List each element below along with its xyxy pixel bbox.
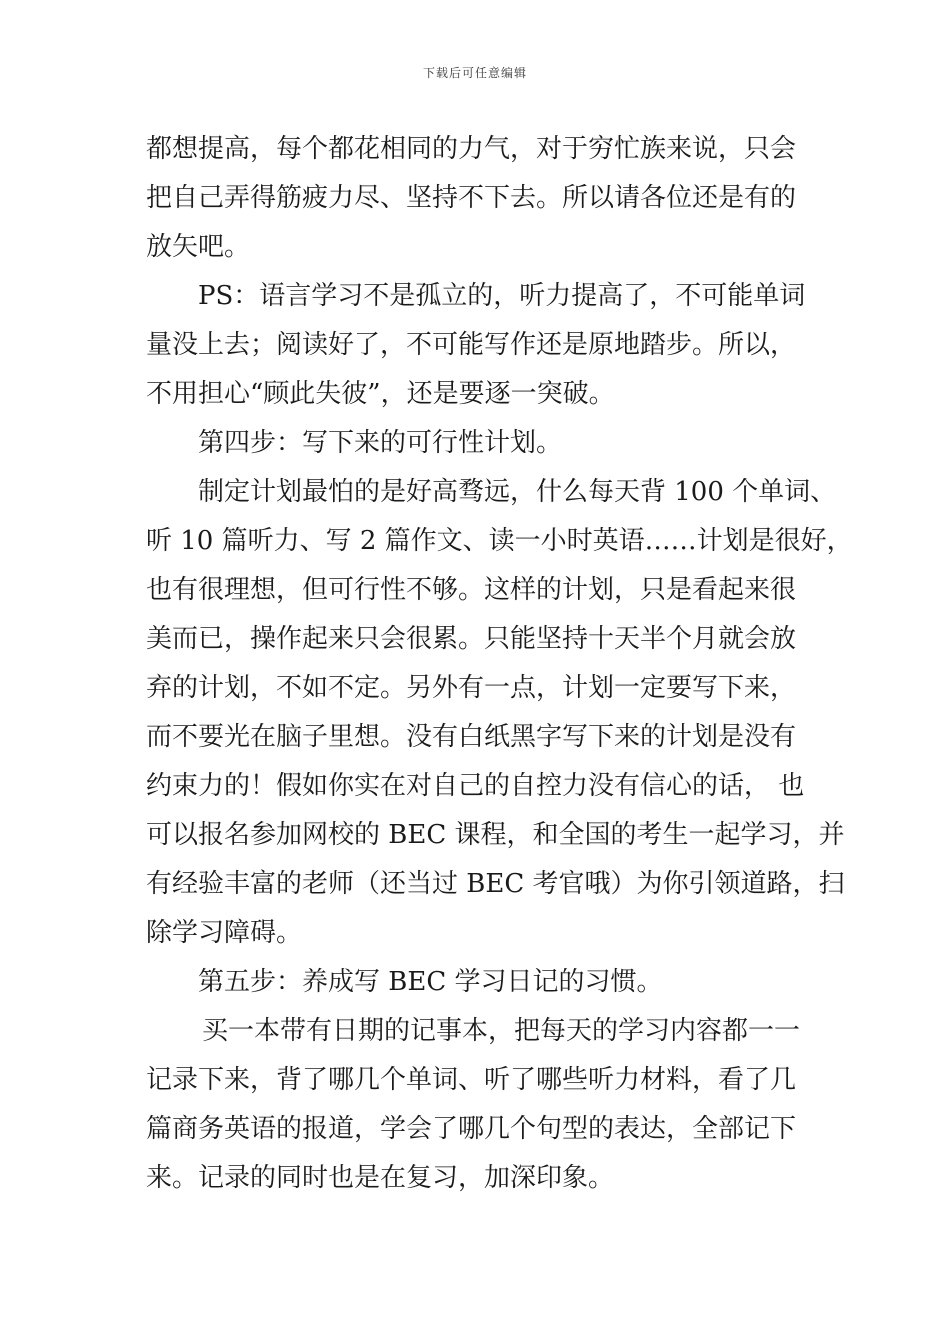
text-line: 把自己弄得筋疲力尽、坚持不下去。所以请各位还是有的 bbox=[146, 183, 797, 213]
text-line: 可以报名参加网校的 BEC 课程，和全国的考生一起学习，并 bbox=[146, 820, 845, 850]
text-line: 除学习障碍。 bbox=[146, 918, 303, 948]
text-line: 有经验丰富的老师（还当过 BEC 考官哦）为你引领道路，扫 bbox=[146, 869, 845, 899]
text-line: 弃的计划，不如不定。另外有一点，计划一定要写下来， bbox=[146, 673, 797, 703]
text-line: 也有很理想，但可行性不够。这样的计划，只是看起来很 bbox=[146, 575, 797, 605]
page-header: 下载后可任意编辑 bbox=[422, 66, 527, 80]
text-line: 都想提高，每个都花相同的力气，对于穷忙族来说，只会 bbox=[146, 134, 797, 164]
document-body bbox=[146, 125, 853, 1203]
text-line: 记录下来，背了哪几个单词、听了哪些听力材料，看了几 bbox=[146, 1065, 797, 1095]
text-line: 来。记录的同时也是在复习，加深印象。 bbox=[146, 1163, 615, 1193]
text-line: 听 10 篇听力、写 2 篇作文、读一小时英语……计划是很好， bbox=[146, 526, 853, 556]
paragraph-start-line: 买一本带有日期的记事本，把每天的学习内容都一一 bbox=[202, 1016, 801, 1046]
text-line: 而不要光在脑子里想。没有白纸黑字写下来的计划是没有 bbox=[146, 722, 797, 752]
text-line: 约束力的！假如你实在对自己的自控力没有信心的话， 也 bbox=[146, 771, 805, 801]
text-line: 量没上去；阅读好了，不可能写作还是原地踏步。所以， bbox=[146, 330, 797, 360]
text-line: 美而已，操作起来只会很累。只能坚持十天半个月就会放 bbox=[146, 624, 797, 654]
text-line: 篇商务英语的报道，学会了哪几个句型的表达，全部记下 bbox=[146, 1114, 797, 1144]
text-line: 不用担心“顾此失彼”，还是要逐一突破。 bbox=[146, 379, 615, 409]
section-heading-step-four: 第四步：写下来的可行性计划。 bbox=[198, 428, 563, 458]
paragraph-start-line: 制定计划最怕的是好高骛远，什么每天背 100 个单词、 bbox=[198, 477, 837, 507]
paragraph-start-line: PS：语言学习不是孤立的，听力提高了，不可能单词 bbox=[198, 281, 806, 311]
text-line: 放矢吧。 bbox=[146, 232, 251, 262]
section-heading-step-five: 第五步：养成写 BEC 学习日记的习惯。 bbox=[198, 967, 663, 997]
